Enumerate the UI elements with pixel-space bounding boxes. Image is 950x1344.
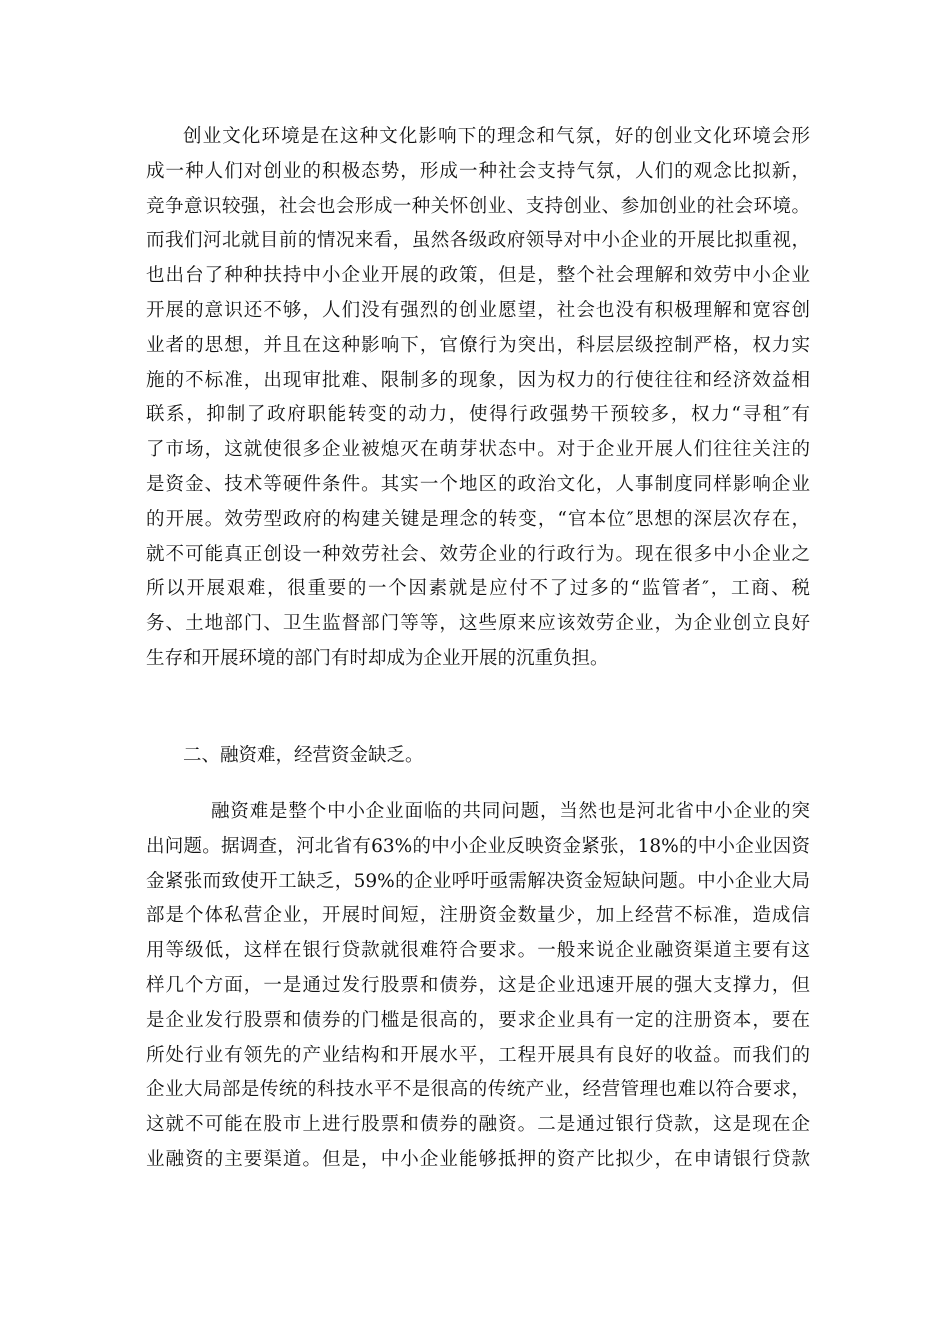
paragraph-line: 创业文化环境是在这种文化影响下的理念和气氛，好的创业文化环境会形: [183, 126, 810, 147]
paragraph-line: 了市场，这就使很多企业被熄灭在萌芽状态中。对于企业开展人们往往关注的: [146, 439, 810, 461]
paragraph-line: 施的不标准，出现审批难、限制多的现象，因为权力的行使往往和经济效益相: [146, 369, 810, 391]
paragraph-line: 样几个方面，一是通过发行股票和债券，这是企业迅速开展的强大支撑力，但: [146, 974, 810, 996]
paragraph-line: 出问题。据调查，河北省有63%的中小企业反映资金紧张，18%的中小企业因资: [146, 835, 810, 857]
paragraph-line: 企业大局部是传统的科技水平不是很高的传统产业，经营管理也难以符合要求，: [146, 1079, 810, 1101]
paragraph-line: 务、土地部门、卫生监督部门等等，这些原来应该效劳企业，为企业创立良好: [146, 613, 810, 635]
paragraph-line: 联系，抑制了政府职能转变的动力，使得行政强势干预较多，权力“寻租″有: [146, 404, 810, 426]
paragraph-line: 用等级低，这样在银行贷款就很难符合要求。一般来说企业融资渠道主要有这: [146, 940, 810, 962]
paragraph-creative-culture: [146, 120, 810, 677]
paragraph-line: 金紧张而致使开工缺乏，59%的企业呼吁亟需解决资金短缺问题。中小企业大局: [146, 870, 810, 892]
paragraph-line: 业者的思想，并且在这种影响下，官僚行为突出，科层层级控制严格，权力实: [146, 334, 810, 356]
paragraph-line: 融资难是整个中小企业面临的共同问题，当然也是河北省中小企业的突: [211, 801, 810, 822]
section-heading: 二、融资难，经营资金缺乏。: [183, 745, 424, 766]
paragraph-line: 业融资的主要渠道。但是，中小企业能够抵押的资产比拟少，在申请银行贷款: [146, 1148, 810, 1170]
paragraph-financing: [146, 795, 810, 1178]
paragraph-line: 而我们河北就目前的情况来看，虽然各级政府领导对中小企业的开展比拟重视，: [146, 230, 810, 252]
paragraph-line: 这就不可能在股市上进行股票和债券的融资。二是通过银行贷款，这是现在企: [146, 1114, 810, 1136]
paragraph-line: 的开展。效劳型政府的构建关键是理念的转变，“官本位″思想的深层次存在，: [146, 508, 810, 530]
paragraph-line: 成一种人们对创业的积极态势，形成一种社会支持气氛，人们的观念比拟新，: [146, 160, 810, 182]
paragraph-line: 竞争意识较强，社会也会形成一种关怀创业、支持创业、参加创业的社会环境。: [146, 195, 810, 217]
paragraph-line: 是企业发行股票和债券的门槛是很高的，要求企业具有一定的注册资本，要在: [146, 1009, 810, 1031]
paragraph-line: 所以开展艰难，很重要的一个因素就是应付不了过多的“监管者″，工商、税: [146, 578, 810, 600]
paragraph-line: 生存和开展环境的部门有时却成为企业开展的沉重负担。: [146, 647, 609, 669]
paragraph-line: 是资金、技术等硬件条件。其实一个地区的政治文化，人事制度同样影响企业: [146, 473, 810, 495]
paragraph-line: 所处行业有领先的产业结构和开展水平，工程开展具有良好的收益。而我们的: [146, 1044, 810, 1066]
paragraph-line: 部是个体私营企业，开展时间短，注册资金数量少，加上经营不标准，造成信: [146, 905, 810, 927]
paragraph-line: 也出台了种种扶持中小企业开展的政策，但是，整个社会理解和效劳中小企业: [146, 265, 810, 287]
paragraph-line: 就不可能真正创设一种效劳社会、效劳企业的行政行为。现在很多中小企业之: [146, 543, 810, 565]
paragraph-line: 开展的意识还不够，人们没有强烈的创业愿望，社会也没有积极理解和宽容创: [146, 299, 810, 321]
